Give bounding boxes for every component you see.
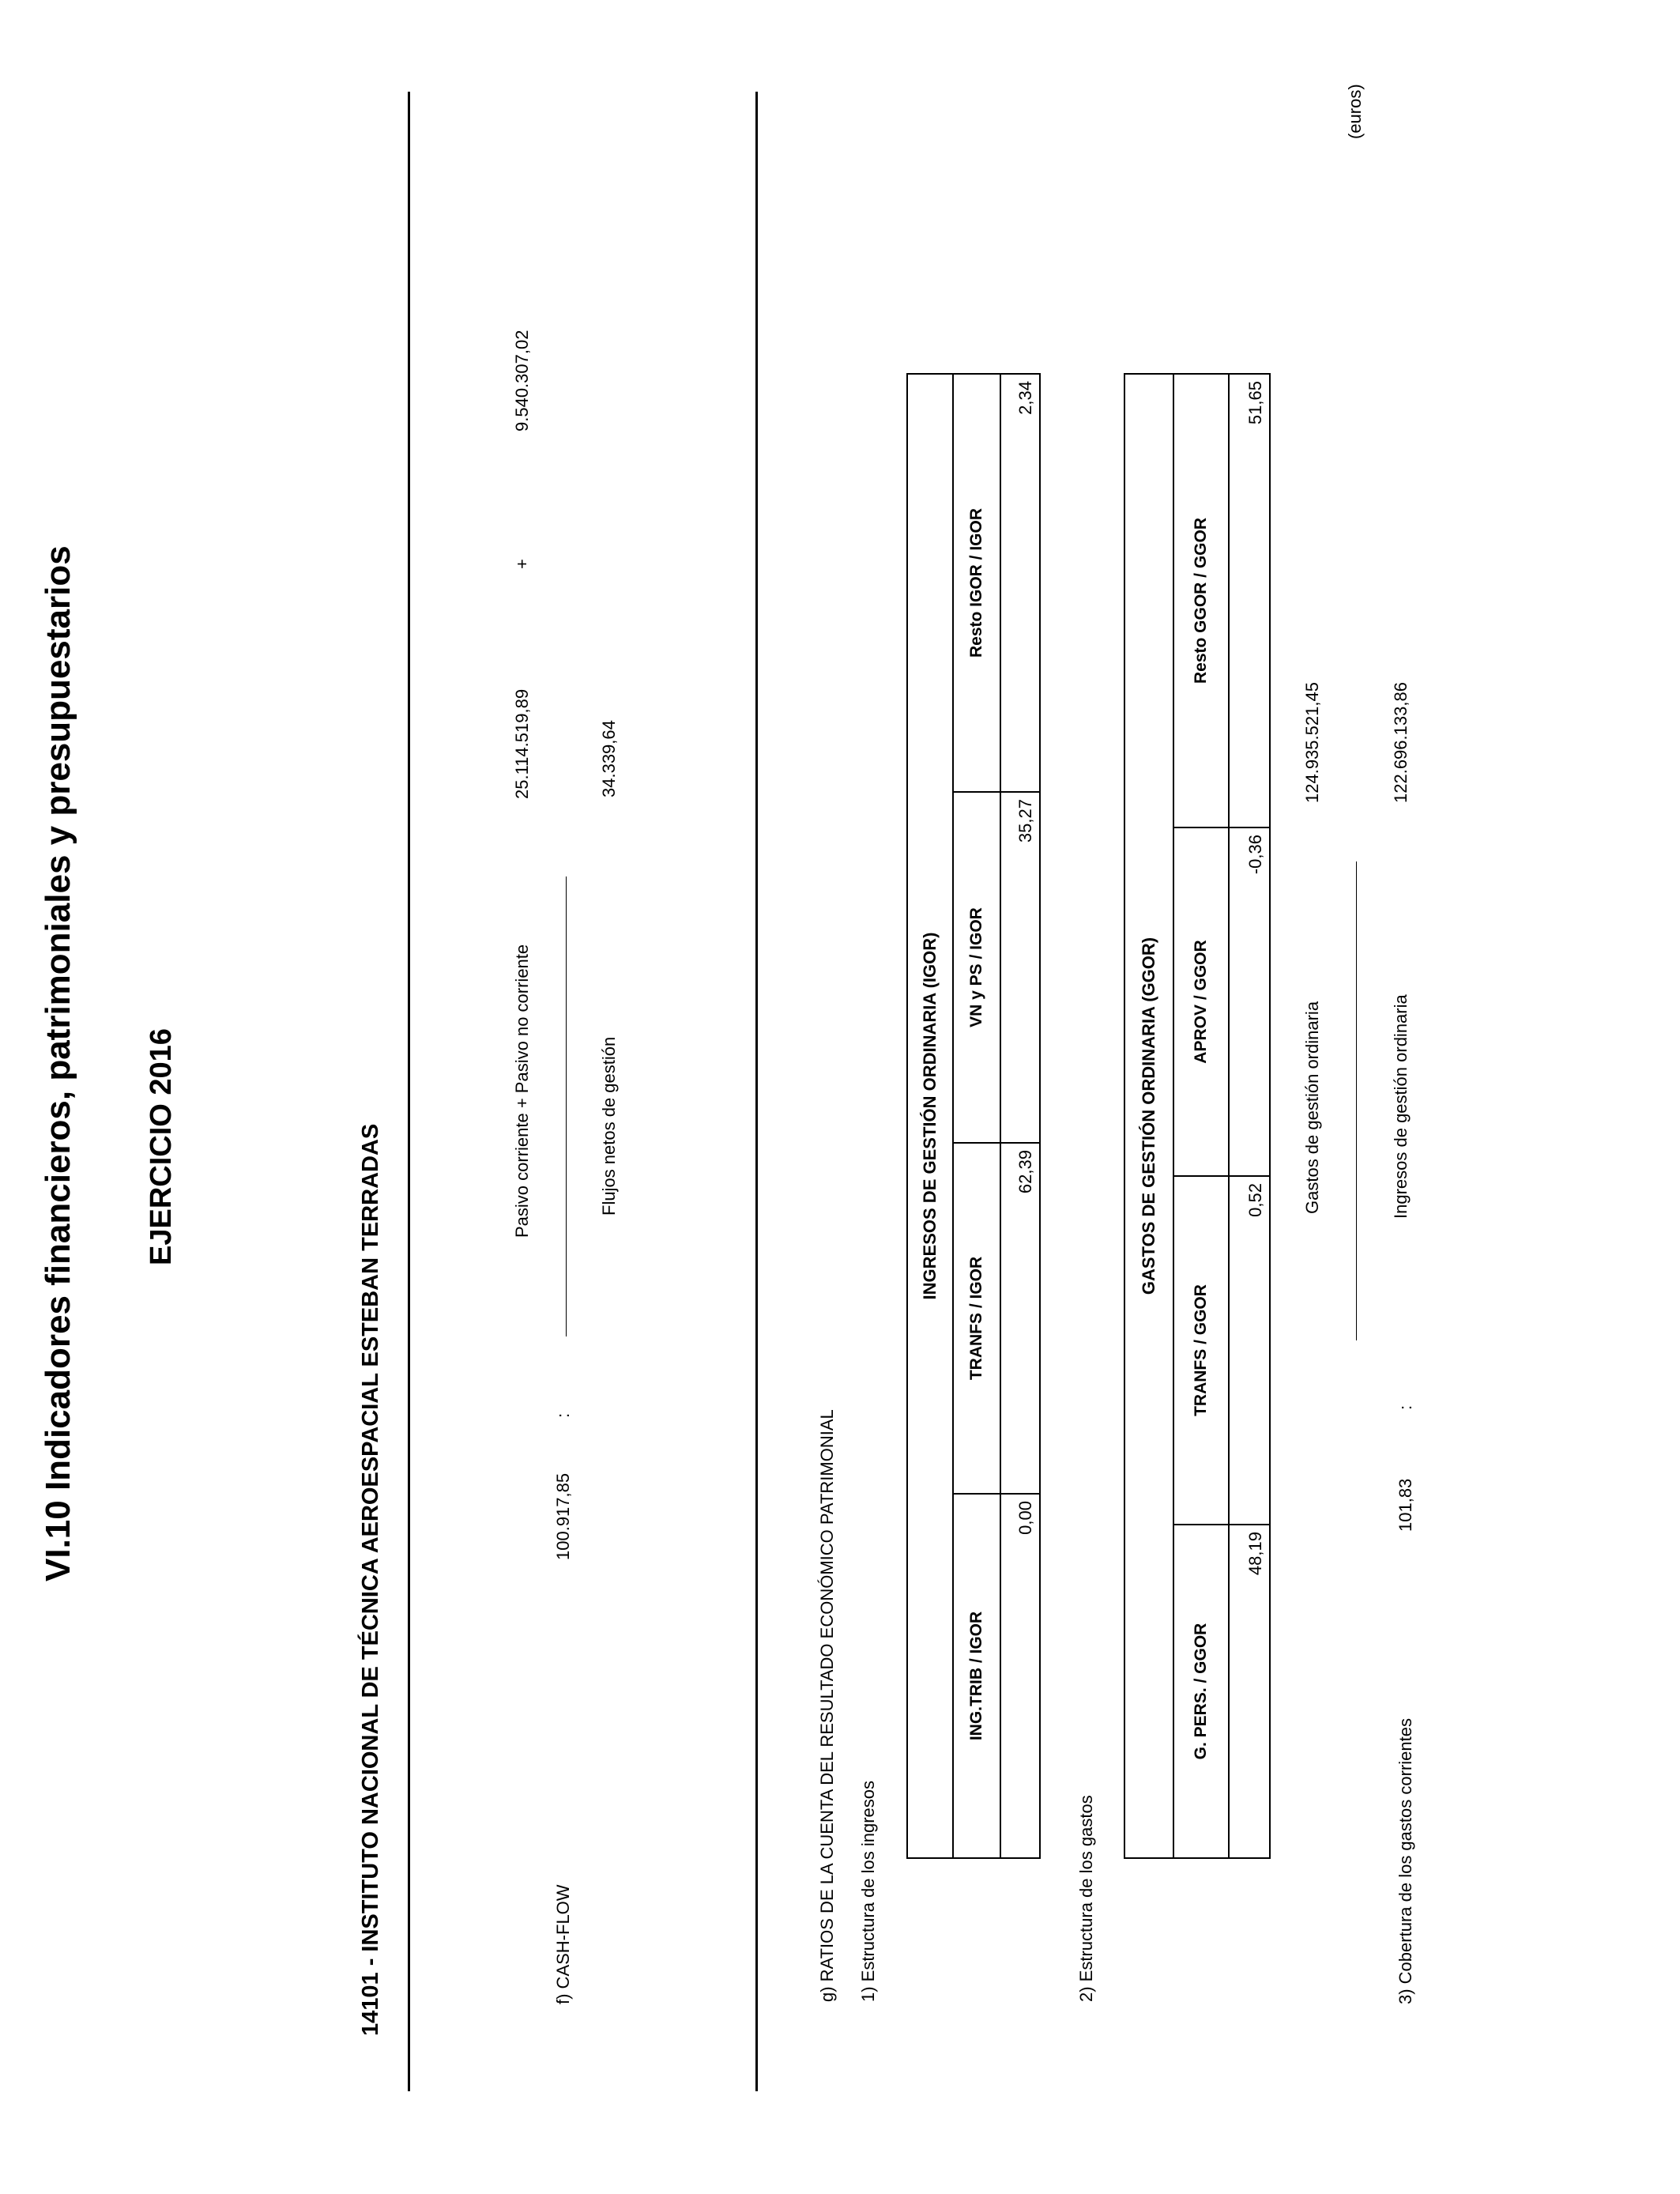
- cashflow-label: f) CASH-FLOW: [553, 1884, 573, 2004]
- ratios-heading: g) RATIOS DE LA CUENTA DEL RESULTADO ECONÓMICO PATRIMONIAL: [817, 1409, 837, 2002]
- ingresos-val-tranfs: 62,39: [1000, 1143, 1040, 1494]
- gastos-col-resto: Resto GGOR / GGOR: [1173, 374, 1229, 827]
- cashflow-fraction-line: [566, 876, 567, 1336]
- cobertura-colon: :: [1396, 1404, 1415, 1410]
- gastos-col-tranfs: TRANFS / GGOR: [1173, 1176, 1229, 1525]
- cobertura-fraction-line: [1356, 861, 1357, 1340]
- gastos-val-tranfs: 0,52: [1229, 1176, 1270, 1525]
- ingresos-table-title: INGRESOS DE GESTIÓN ORDINARIA (IGOR): [907, 374, 953, 1858]
- gastos-label: 2) Estructura de los gastos: [1076, 1795, 1096, 2002]
- cashflow-value: 100.917,85: [553, 1472, 573, 1560]
- units-label: (euros): [1345, 84, 1365, 139]
- gastos-col-aprov: APROV / GGOR: [1173, 827, 1229, 1176]
- gastos-col-g-pers: G. PERS. / GGOR: [1173, 1525, 1229, 1858]
- top-rule: [408, 92, 410, 2091]
- cashflow-num1: 25.114.519,89: [512, 688, 532, 799]
- ingresos-val-resto: 2,34: [1000, 374, 1040, 792]
- cobertura-label: 3) Cobertura de los gastos corrientes: [1396, 1718, 1415, 2004]
- gastos-table-title: GASTOS DE GESTIÓN ORDINARIA (GGOR): [1124, 374, 1173, 1858]
- cashflow-denominator-label: Flujos netos de gestión: [599, 1036, 619, 1216]
- gastos-val-resto: 51,65: [1229, 374, 1270, 827]
- cobertura-denominator: 122.696.133,86: [1391, 682, 1411, 803]
- cashflow-plus: +: [512, 559, 532, 569]
- entity-heading: 14101 - INSTITUTO NACIONAL DE TÉCNICA AEROESPACIAL ESTEBAN TERRADAS: [358, 1123, 383, 2036]
- ingresos-col-tranfs: TRANFS / IGOR: [953, 1143, 1000, 1494]
- cashflow-num2: 9.540.307,02: [512, 330, 532, 432]
- ingresos-val-vn-ps: 35,27: [1000, 792, 1040, 1143]
- section-rule: [755, 92, 758, 2091]
- ingresos-col-ing-trib: ING.TRIB / IGOR: [953, 1494, 1000, 1858]
- cobertura-denominator-label: Ingresos de gestión ordinaria: [1391, 994, 1411, 1219]
- cobertura-value: 101,83: [1396, 1478, 1415, 1532]
- cashflow-colon: :: [553, 1412, 573, 1418]
- ingresos-label: 1) Estructura de los ingresos: [858, 1780, 878, 2002]
- cobertura-numerator-label: Gastos de gestión ordinaria: [1302, 1001, 1322, 1214]
- cashflow-numerator-label: Pasivo corriente + Pasivo no corriente: [512, 944, 532, 1238]
- exercise-heading: EJERCICIO 2016: [145, 1028, 178, 1265]
- page-title: VI.10 Indicadores financieros, patrimoniales y presupuestarios: [39, 545, 77, 1581]
- gastos-table: [1124, 373, 1271, 1859]
- gastos-val-aprov: -0,36: [1229, 827, 1270, 1176]
- ingresos-col-vn-ps: VN y PS / IGOR: [953, 792, 1000, 1143]
- ingresos-table: [906, 373, 1041, 1859]
- ingresos-val-ing-trib: 0,00: [1000, 1494, 1040, 1858]
- ingresos-col-resto: Resto IGOR / IGOR: [953, 374, 1000, 792]
- gastos-val-g-pers: 48,19: [1229, 1525, 1270, 1858]
- cobertura-numerator: 124.935.521,45: [1302, 682, 1322, 803]
- cashflow-denominator: 34.339,64: [599, 720, 619, 797]
